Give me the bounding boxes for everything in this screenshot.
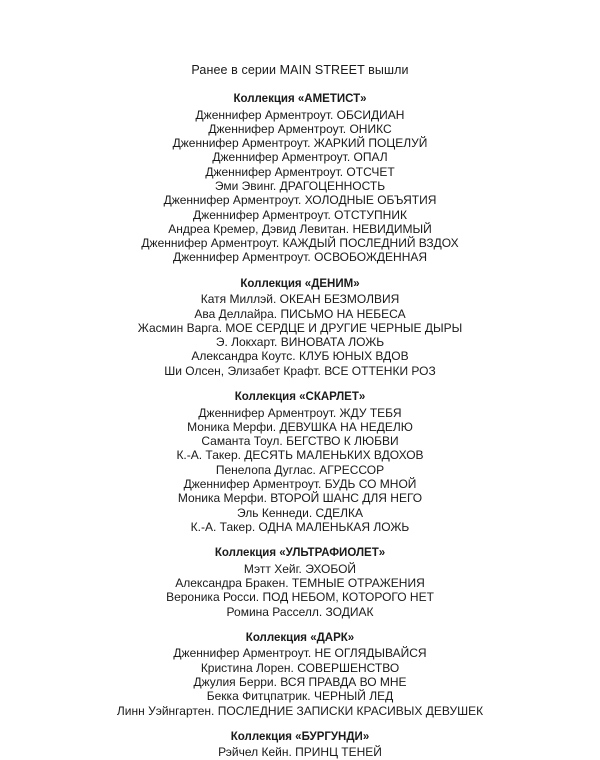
- collection-title: Коллекция «БУРГУНДИ»: [230, 730, 370, 743]
- collection: [0, 730, 600, 760]
- book-entry: Александра Бракен. ТЕМНЫЕ ОТРАЖЕНИЯ: [175, 576, 425, 591]
- book-list: [0, 292, 600, 378]
- collection: [0, 546, 600, 619]
- book-entry: Линн Уэйнгартен. ПОСЛЕДНИЕ ЗАПИСКИ КРАСИВЫХ ДЕВУШЕК: [116, 703, 484, 718]
- book-entry: Эль Кеннеди. СДЕЛКА: [237, 505, 363, 520]
- book-list: [0, 406, 600, 535]
- book-entry: Дженнифер Арментроут. БУДЬ СО МНОЙ: [183, 477, 417, 492]
- book-entry: Александра Коутс. КЛУБ ЮНЫХ ВДОВ: [191, 349, 409, 364]
- book-entry: Вероника Росси. ПОД НЕБОМ, КОТОРОГО НЕТ: [166, 590, 434, 605]
- collections-list: [0, 92, 600, 760]
- book-list: [0, 745, 600, 759]
- collection-title: Коллекция «УЛЬТРАФИОЛЕТ»: [214, 547, 386, 560]
- book-entry: Эми Эвинг. ДРАГОЦЕННОСТЬ: [214, 178, 386, 193]
- collection: [0, 277, 600, 378]
- book-entry: К.-А. Такер. ДЕСЯТЬ МАЛЕНЬКИХ ВДОХОВ: [176, 448, 424, 463]
- book-entry: Дженнифер Арментроут. НЕ ОГЛЯДЫВАЙСЯ: [173, 646, 427, 661]
- book-list: [0, 108, 600, 265]
- book-entry: Дженнифер Арментроут. ОБСИДИАН: [195, 107, 405, 122]
- collection-title: Коллекция «АМЕТИСТ»: [233, 93, 367, 105]
- book-entry: Э. Локхарт. ВИНОВАТА ЛОЖЬ: [215, 335, 385, 350]
- collection-title: Коллекция «ДЕНИМ»: [240, 277, 360, 290]
- book-entry: Пенелопа Дуглас. АГРЕССОР: [215, 462, 385, 477]
- book-entry: Дженнифер Арментроут. ЖАРКИЙ ПОЦЕЛУЙ: [172, 136, 428, 151]
- book-entry: Дженнифер Арментроут. ОТСТУПНИК: [193, 207, 407, 222]
- book-entry: Жасмин Варга. МОЕ СЕРДЦЕ И ДРУГИЕ ЧЕРНЫЕ ДЫРЫ: [137, 320, 463, 335]
- book-entry: Моника Мерфи. ДЕВУШКА НА НЕДЕЛЮ: [187, 419, 413, 434]
- book-entry: Ромина Расселл. ЗОДИАК: [226, 604, 374, 619]
- book-entry: Рэйчел Кейн. ПРИНЦ ТЕНЕЙ: [218, 745, 382, 760]
- book-entry: Дженнифер Арментроут. ОПАЛ: [212, 150, 388, 165]
- book-entry: Андреа Кремер, Дэвид Левитан. НЕВИДИМЫЙ: [168, 221, 432, 236]
- book-entry: Моника Мерфи. ВТОРОЙ ШАНС ДЛЯ НЕГО: [177, 491, 423, 506]
- book-entry: Ава Деллайра. ПИСЬМО НА НЕБЕСА: [194, 306, 406, 321]
- book-entry: Дженнифер Арментроут. ОНИКС: [208, 121, 392, 136]
- collection: [0, 390, 600, 534]
- book-entry: Джулия Берри. ВСЯ ПРАВДА ВО МНЕ: [193, 675, 407, 689]
- book-entry: Саманта Тоул. БЕГСТВО К ЛЮБВИ: [201, 434, 399, 449]
- book-entry: Мэтт Хейг. ЭХОБОЙ: [243, 561, 357, 576]
- book-entry: Дженнифер Арментроут. ХОЛОДНЫЕ ОБЪЯТИЯ: [163, 193, 437, 208]
- series-heading: Ранее в серии MAIN STREET вышли: [191, 63, 409, 77]
- book-entry: Дженнифер Арментроут. ОСВОБОЖДЕННАЯ: [172, 250, 428, 265]
- book-entry: Дженнифер Арментроут. КАЖДЫЙ ПОСЛЕДНИЙ ВЗДОХ: [141, 236, 459, 251]
- book-entry: Кристина Лорен. СОВЕРШЕНСТВО: [200, 660, 400, 675]
- book-entry: Бекка Фитцпатрик. ЧЕРНЫЙ ЛЕД: [206, 689, 394, 704]
- book-entry: К.-А. Такер. ОДНА МАЛЕНЬКАЯ ЛОЖЬ: [190, 519, 410, 534]
- book-entry: Дженнифер Арментроут. ОТСЧЕТ: [205, 164, 395, 179]
- collection: [0, 631, 600, 718]
- collection: [0, 92, 600, 265]
- collection-title: Коллекция «СКАРЛЕТ»: [234, 391, 366, 404]
- book-entry: Ши Олсен, Элизабет Крафт. ВСЕ ОТТЕНКИ РОЗ: [164, 363, 436, 378]
- book-list: [0, 562, 600, 619]
- book-list: [0, 646, 600, 717]
- book-entry: Катя Миллэй. ОКЕАН БЕЗМОЛВИЯ: [200, 292, 400, 307]
- collection-title: Коллекция «ДАРК»: [245, 631, 355, 644]
- book-entry: Дженнифер Арментроут. ЖДУ ТЕБЯ: [198, 405, 402, 420]
